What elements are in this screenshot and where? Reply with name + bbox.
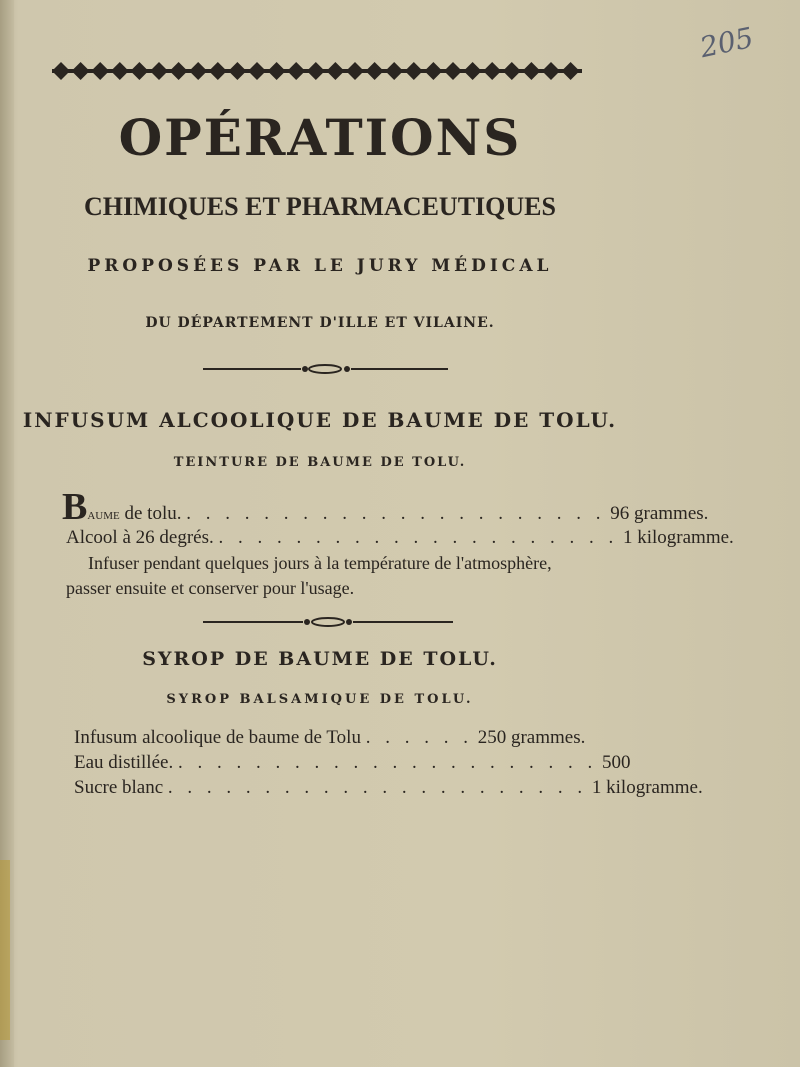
ornament-motif [268, 62, 286, 80]
leader-dots: . . . . . . . . . . . . . . . . . . . . . . [186, 503, 606, 524]
ornament-motif [562, 62, 580, 80]
ornament-motif [189, 62, 207, 80]
ingredient-amount: 500 [601, 752, 631, 773]
ornamental-border [52, 60, 582, 82]
ingredient-line [66, 527, 734, 549]
ingredient-name: Alcool à 26 degrés. [66, 527, 214, 548]
ornament-motif [52, 62, 70, 80]
ornament-motif [385, 62, 403, 80]
leader-dots: . . . . . . . . . . . . . . . . . . . . . . [177, 752, 598, 773]
ornament-motif [170, 62, 188, 80]
department-line: DU DÉPARTEMENT D'ILLE ET VILAINE. [145, 315, 495, 331]
ornament-motif [307, 62, 325, 80]
ingredient-line [74, 777, 703, 799]
main-title: OPÉRATIONS [118, 108, 522, 167]
ornament-motif [483, 62, 501, 80]
section2-heading: SYROP DE BAUME DE TOLU. [142, 648, 498, 670]
ingredient-name: Sucre blanc [74, 777, 164, 798]
ingredient-line [74, 752, 630, 774]
ornament-motif [287, 62, 305, 80]
ingredient-name-smallcaps: aume [87, 506, 120, 523]
leader-dots: . . . . . . [365, 727, 473, 748]
ornament-motif [111, 62, 129, 80]
ingredient-name: Infusum alcoolique de baume de Tolu [74, 727, 361, 748]
page-edge-stain [0, 860, 10, 1040]
ornament-motif [503, 62, 521, 80]
ingredient-amount: 1 kilogramme. [591, 777, 703, 798]
ingredient-amount: 250 grammes. [477, 727, 586, 748]
ornament-motif [326, 62, 344, 80]
ornament-motif [405, 62, 423, 80]
instruction-line: passer ensuite et conserver pour l'usage. [66, 578, 355, 598]
subtitle: CHIMIQUES ET PHARMACEUTIQUES [84, 192, 556, 221]
ornament-motif [542, 62, 560, 80]
ornament-motif [91, 62, 109, 80]
section1-subheading: TEINTURE DE BAUME DE TOLU. [173, 455, 467, 470]
ingredient-line [74, 727, 585, 749]
drop-cap: B [62, 486, 88, 528]
ornament-motif [150, 62, 168, 80]
section1-heading: INFUSUM ALCOOLIQUE DE BAUME DE TOLU. [22, 408, 618, 432]
ingredient-line [62, 488, 708, 526]
leader-dots: . . . . . . . . . . . . . . . . . . . . . [218, 527, 619, 548]
ingredient-name: de tolu. [119, 503, 182, 524]
ornament-motif [346, 62, 364, 80]
ornament-motif [209, 62, 227, 80]
decorative-rule [203, 362, 448, 376]
ingredient-amount: 96 grammes. [610, 503, 709, 524]
proposed-by-line: PROPOSÉES PAR LE JURY MÉDICAL [87, 256, 553, 276]
section2-subheading: SYROP BALSAMIQUE DE TOLU. [166, 692, 474, 707]
ornament-motif [130, 62, 148, 80]
instruction-line: Infuser pendant quelques jours à la température de l'atmosphère, [88, 553, 552, 573]
leader-dots: . . . . . . . . . . . . . . . . . . . . . . [167, 777, 588, 798]
ornament-motif [366, 62, 384, 80]
ornament-motif [72, 62, 90, 80]
ornament-motif [522, 62, 540, 80]
ornament-motif [228, 62, 246, 80]
ingredient-amount: 1 kilogramme. [622, 527, 734, 548]
ornament-motif [444, 62, 462, 80]
ingredient-name: Eau distillée. [74, 752, 174, 773]
ornament-motif [424, 62, 442, 80]
handwritten-page-number: 205 [697, 20, 757, 65]
decorative-rule [203, 615, 453, 629]
ornament-motif [248, 62, 266, 80]
ornament-motif [464, 62, 482, 80]
